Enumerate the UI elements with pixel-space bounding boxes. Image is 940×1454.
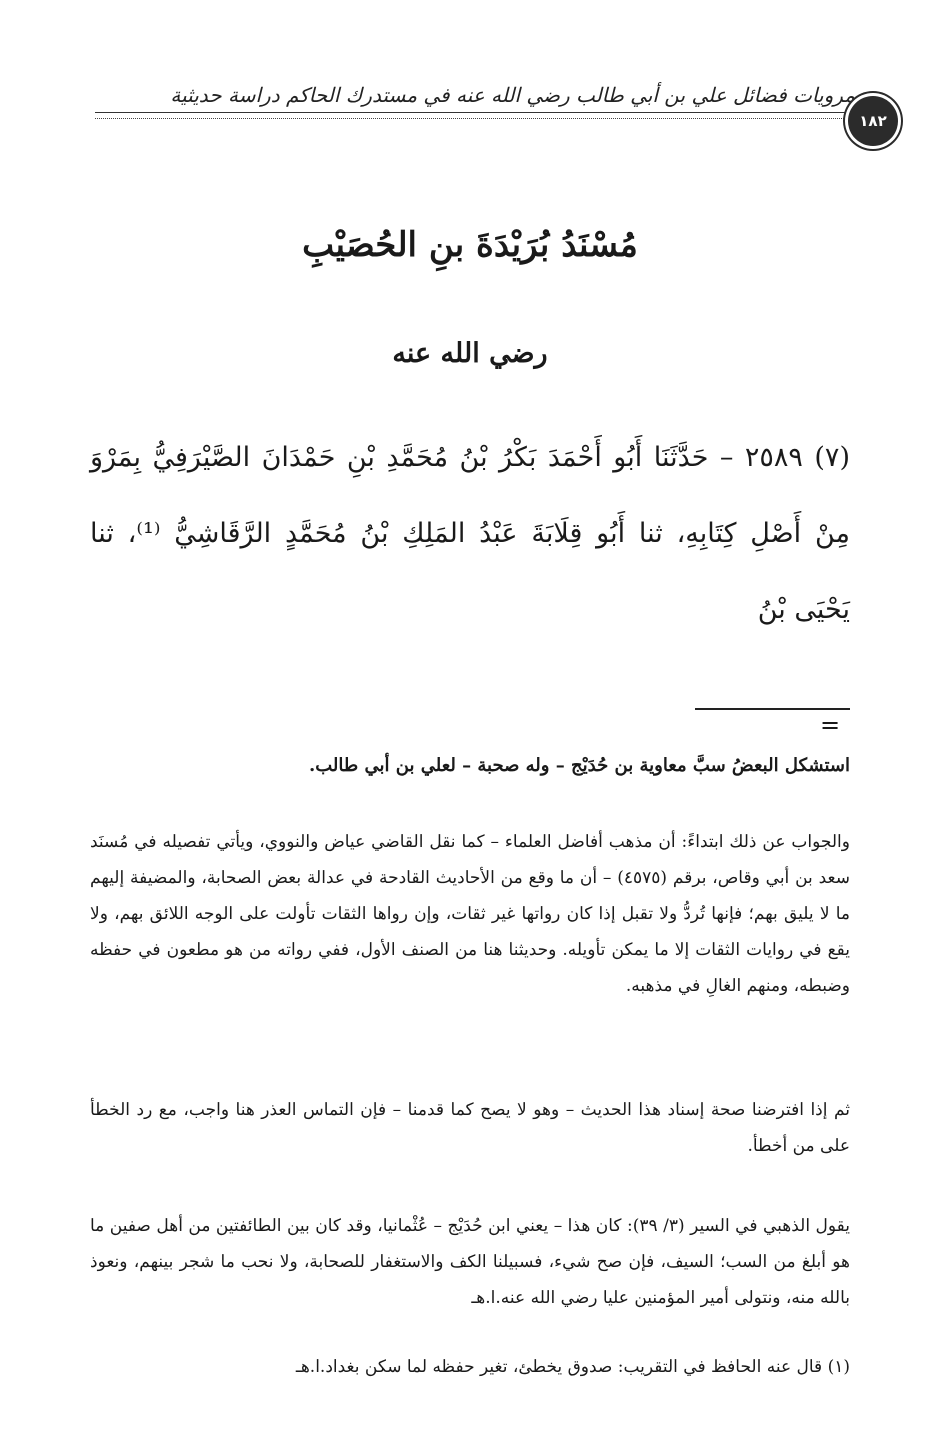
footnote-paragraph-2: ثم إذا افترضنا صحة إسناد هذا الحديث – وهو لا يصح كما قدمنا – فإن التماس العذر هنا واجب، مع رد الخطأ على من أخطأ. xyxy=(90,1100,850,1156)
footnote-1: (١) قال عنه الحافظ في التقريب: صدوق يخطئ، تغير حفظه لما سكن بغداد.ا.هـ xyxy=(295,1357,850,1377)
footnote-paragraph-3: يقول الذهبي في السير (٣/ ٣٩): كان هذا – يعني ابن حُدَيْج – عُثْمانيا، وقد كان بين الطائفتين من أهل صفين ما هو أبلغ من السب؛ السيف، فإن صح شيء، فسبيلنا الكف والاستغفار للصحابة، ولا نحب ما شجر بينهم، ونعوذ بالله منه، ونتولى أمير المؤمنين عليا رضي الله عنه.ا.هـ xyxy=(90,1216,850,1308)
footnote-lead: استشكل البعضُ سبَّ معاوية بن حُدَيْج – وله صحبة – لعلي بن أبي طالب. xyxy=(308,755,850,776)
hadith-text: (٧) ٢٥٨٩ – حَدَّثَنَا أَبُو أَحْمَدَ بَكْرُ بْنُ مُحَمَّدِ بْنِ حَمْدَانَ الصَّيْرَفِيُّ بِمَرْوَ مِنْ أَصْلِ كِتَابِهِ، ثنا أَبُو قِلَابَةَ عَبْدُ المَلِكِ بْنُ مُحَمَّدٍ الرَّقَاشِيُّ ⁽¹⁾، ثنا يَحْيَى بْنُ xyxy=(90,442,850,625)
header-rule xyxy=(95,112,850,113)
footnote-paragraph-1: والجواب عن ذلك ابتداءً: أن مذهب أفاضل العلماء – كما نقل القاضي عياض والنووي، ويأتي تفصيله في مُسنَد سعد بن أبي وقاص، برقم (٤٥٧٥) – أن ما وقع من الأحاديث القادحة في عدالة بعض الصحابة، والمضيفة إليهم ما لا يليق بهم؛ فإنها تُردُّ ولا تقبل إذا كان رواتها غير ثقات، وإن رواها الثقات تأولت على الوجه اللائق بهم، ولا يقع في روايات الثقات إلا ما يمكن تأويله. وحديثنا هنا من الصنف الأول، ففي رواته من هو مطعون في حفظه وضبطه، ومنهم الغالِ في مذهبه. xyxy=(90,832,850,996)
running-title: مرويات فضائل علي بن أبي طالب رضي الله عنه في مستدرك الحاكم دراسة حديثية xyxy=(170,83,855,107)
continuation-mark: = xyxy=(819,711,841,739)
header-rule-dotted xyxy=(95,118,850,119)
footnote-separator xyxy=(695,708,850,710)
section-title: مُسْنَدُ بُرَيْدَةَ بنِ الحُصَيْبِ xyxy=(302,225,638,265)
section-subtitle: رضي الله عنه xyxy=(392,338,548,369)
page-number-badge: ١٨٢ xyxy=(848,96,898,146)
